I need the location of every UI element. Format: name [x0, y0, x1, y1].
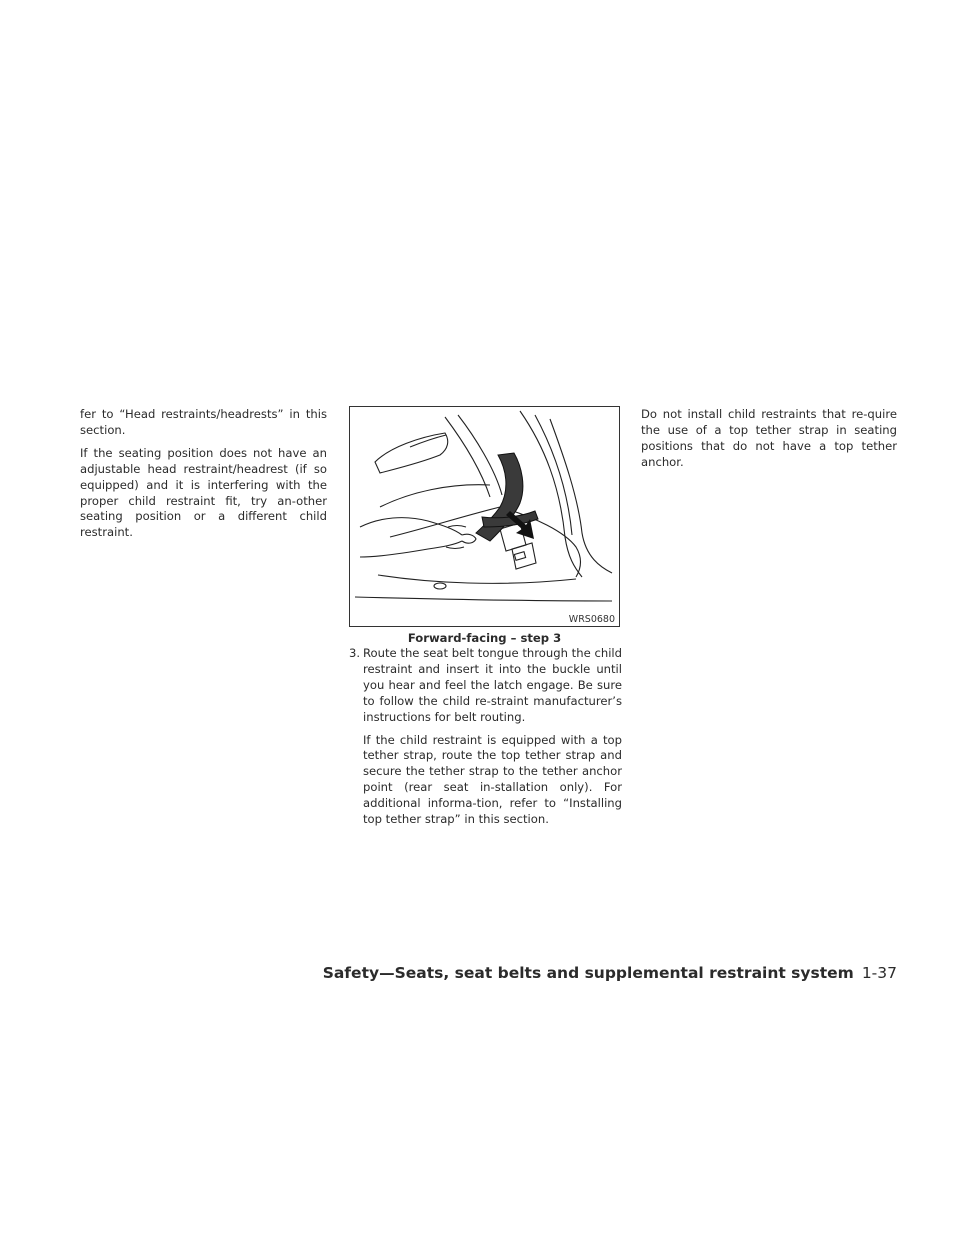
right-column [641, 407, 897, 478]
section-title: Safety—Seats, seat belts and supplemental restraint system [322, 964, 854, 982]
figure-code: WRS0680 [568, 614, 615, 625]
figure-seat-belt-illustration [349, 406, 620, 627]
step-text: Route the seat belt tongue through the child restraint and insert it into the buckle until you hear and feel the latch engage. Be sure to follow the child re-straint manufacturer’s instructions for belt routing. [363, 646, 622, 724]
middle-column [349, 646, 622, 835]
step-number: 3. [349, 646, 361, 660]
left-column [80, 407, 327, 548]
step-body [363, 646, 622, 835]
figure-caption: Forward-facing – step 3 [407, 631, 562, 645]
step-item [349, 646, 622, 835]
seat-belt-buckle-illustration-icon [350, 407, 619, 626]
paragraph: fer to “Head restraints/headrests” in this section. [80, 407, 327, 437]
paragraph: If the seating position does not have an adjustable head restraint/headrest (if so equipped) and it is interfering with the proper child restraint fit, try an-other seating position or a different child restraint. [80, 445, 327, 540]
page-footer [323, 964, 897, 982]
step-note: If the child restraint is equipped with a top tether strap, route the top tether strap and secure the tether strap to the tether anchor point (rear seat in-stallation only). For additional informa-tion, refer to “Installing top tether strap” in this section. [363, 732, 622, 827]
paragraph: Do not install child restraints that re-quire the use of a top tether strap in seating positions that do not have a top tether anchor. [641, 407, 897, 469]
page-number: 1-37 [861, 964, 897, 982]
